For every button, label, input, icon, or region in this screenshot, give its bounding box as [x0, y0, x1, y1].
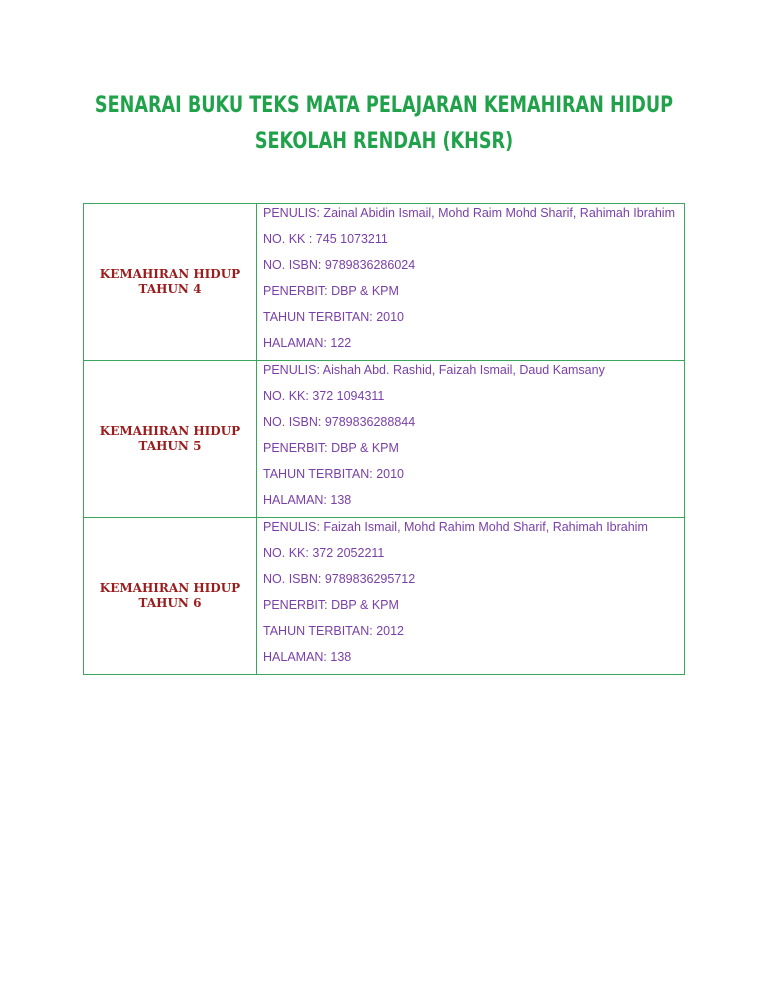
details-cell [257, 361, 685, 518]
isbn-text: NO. ISBN: 9789836295712 [263, 572, 416, 586]
subject-year: TAHUN 6 [138, 596, 202, 610]
penerbit-text: PENERBIT: DBP & KPM [263, 441, 399, 455]
penerbit-text: PENERBIT: DBP & KPM [263, 598, 399, 612]
table-row [84, 204, 685, 361]
details-cell [257, 518, 685, 675]
penulis-text: PENULIS: Aishah Abd. Rashid, Faizah Ismail, Daud Kamsany [263, 363, 605, 377]
details-cell [257, 204, 685, 361]
no-kk-text: NO. KK : 745 1073211 [263, 232, 388, 246]
table-row [84, 518, 685, 675]
no-kk-text: NO. KK: 372 2052211 [263, 546, 385, 560]
subject-cell [84, 204, 257, 361]
subject-cell [84, 518, 257, 675]
isbn-text: NO. ISBN: 9789836286024 [263, 258, 416, 272]
penerbit-text: PENERBIT: DBP & KPM [263, 284, 399, 298]
penulis-text: PENULIS: Faizah Ismail, Mohd Rahim Mohd Sharif, Rahimah Ibrahim [263, 520, 648, 534]
penulis-text: PENULIS: Zainal Abidin Ismail, Mohd Raim Mohd Sharif, Rahimah Ibrahim [263, 206, 675, 220]
no-kk-text: NO. KK: 372 1094311 [263, 389, 385, 403]
subject-year: TAHUN 4 [138, 282, 202, 296]
isbn-text: NO. ISBN: 9789836288844 [263, 415, 416, 429]
page-title [77, 88, 691, 160]
tahun-terbitan-text: TAHUN TERBITAN: 2010 [263, 310, 405, 324]
subject-cell [84, 361, 257, 518]
subject-name: KEMAHIRAN HIDUP [99, 424, 241, 438]
page-title-line-2: SEKOLAH RENDAH (KHSR) [254, 129, 514, 154]
tahun-terbitan-text: TAHUN TERBITAN: 2012 [263, 624, 405, 638]
page-title-line-1: SENARAI BUKU TEKS MATA PELAJARAN KEMAHIRAN HIDUP [94, 93, 674, 118]
halaman-text: HALAMAN: 138 [263, 650, 352, 664]
halaman-text: HALAMAN: 122 [263, 336, 352, 350]
tahun-terbitan-text: TAHUN TERBITAN: 2010 [263, 467, 405, 481]
subject-name: KEMAHIRAN HIDUP [99, 267, 241, 281]
subject-name: KEMAHIRAN HIDUP [99, 581, 241, 595]
halaman-text: HALAMAN: 138 [263, 493, 352, 507]
subject-year: TAHUN 5 [138, 439, 202, 453]
table-row [84, 361, 685, 518]
textbook-table [83, 203, 685, 675]
